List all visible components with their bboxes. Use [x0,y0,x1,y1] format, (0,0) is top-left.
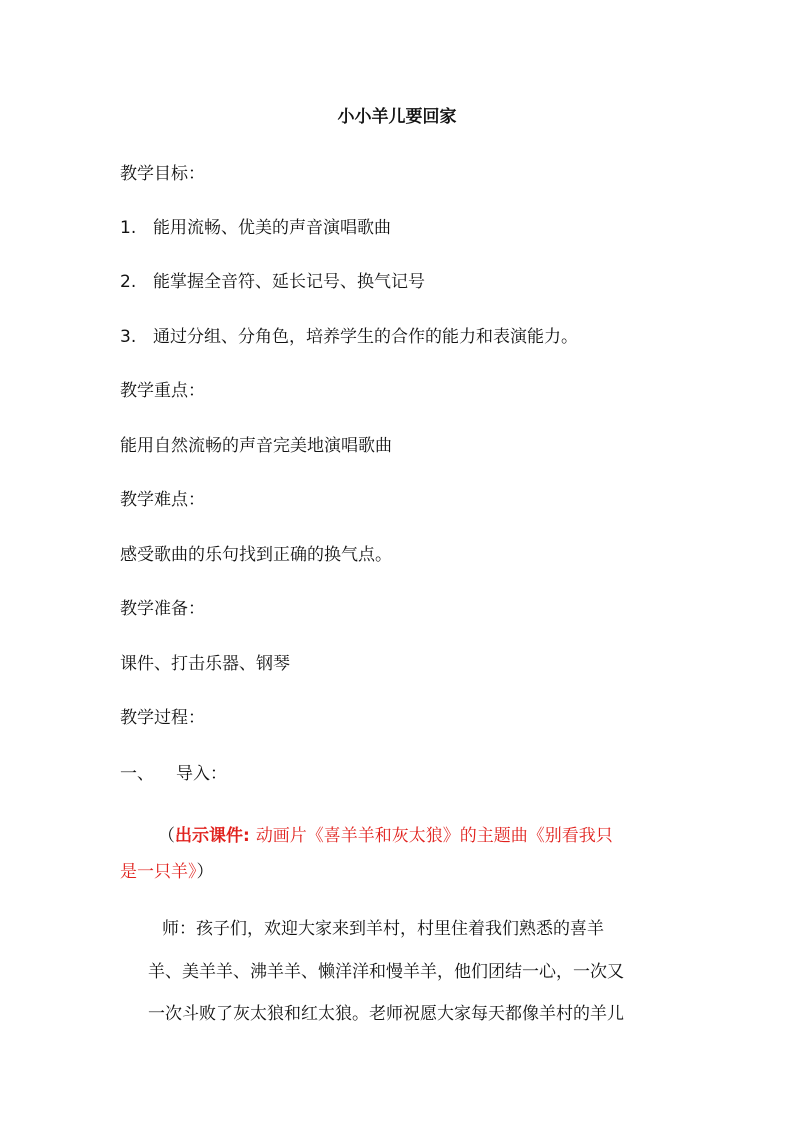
courseware-description: 动画片《喜羊羊和灰太狼》的主题曲《别看我只 [255,826,613,846]
section-number: 一、 [120,764,154,784]
objective-text: 能掌握全音符、延长记号、换气记号 [153,272,426,292]
objective-number: 1. [120,218,137,238]
key-points-heading: 教学重点： [120,381,205,401]
teacher-speech-line-1: 师：孩子们，欢迎大家来到羊村，村里住着我们熟悉的喜羊 [162,919,604,939]
objective-text: 通过分组、分角色，培养学生的合作的能力和表演能力。 [153,327,579,347]
difficulties-heading: 教学难点： [120,490,205,510]
open-paren: （ [158,826,175,846]
objective-number: 2. [120,272,137,292]
objective-item-1 [120,217,391,239]
preparation-heading: 教学准备： [120,599,205,619]
preparation-text: 课件、打击乐器、钢琴 [120,654,290,674]
close-paren: ） [196,862,214,882]
teacher-speech-line-3: 一次斗败了灰太狼和红太狼。老师祝愿大家每天都像羊村的羊儿 [148,1004,624,1024]
courseware-label: 出示课件: [175,826,250,846]
objective-text: 能用流畅、优美的声音演唱歌曲 [153,218,392,238]
document-title: 小小羊儿要回家 [337,107,457,127]
objective-item-2 [120,271,425,293]
difficulties-text: 感受歌曲的乐句找到正确的换气点。 [120,545,392,565]
courseware-note-line2 [120,861,214,883]
objectives-heading: 教学目标： [120,164,205,184]
courseware-note-line1 [158,825,613,847]
key-points-text: 能用自然流畅的声音完美地演唱歌曲 [120,436,392,456]
courseware-song-title: 是一只羊》 [120,862,197,882]
process-heading: 教学过程： [120,708,205,728]
section-label: 导入： [176,764,227,784]
objective-item-3 [120,326,578,348]
objective-number: 3. [120,327,137,347]
teacher-speech-line-2: 羊、美羊羊、沸羊羊、懒洋洋和慢羊羊，他们团结一心，一次又 [148,962,624,982]
